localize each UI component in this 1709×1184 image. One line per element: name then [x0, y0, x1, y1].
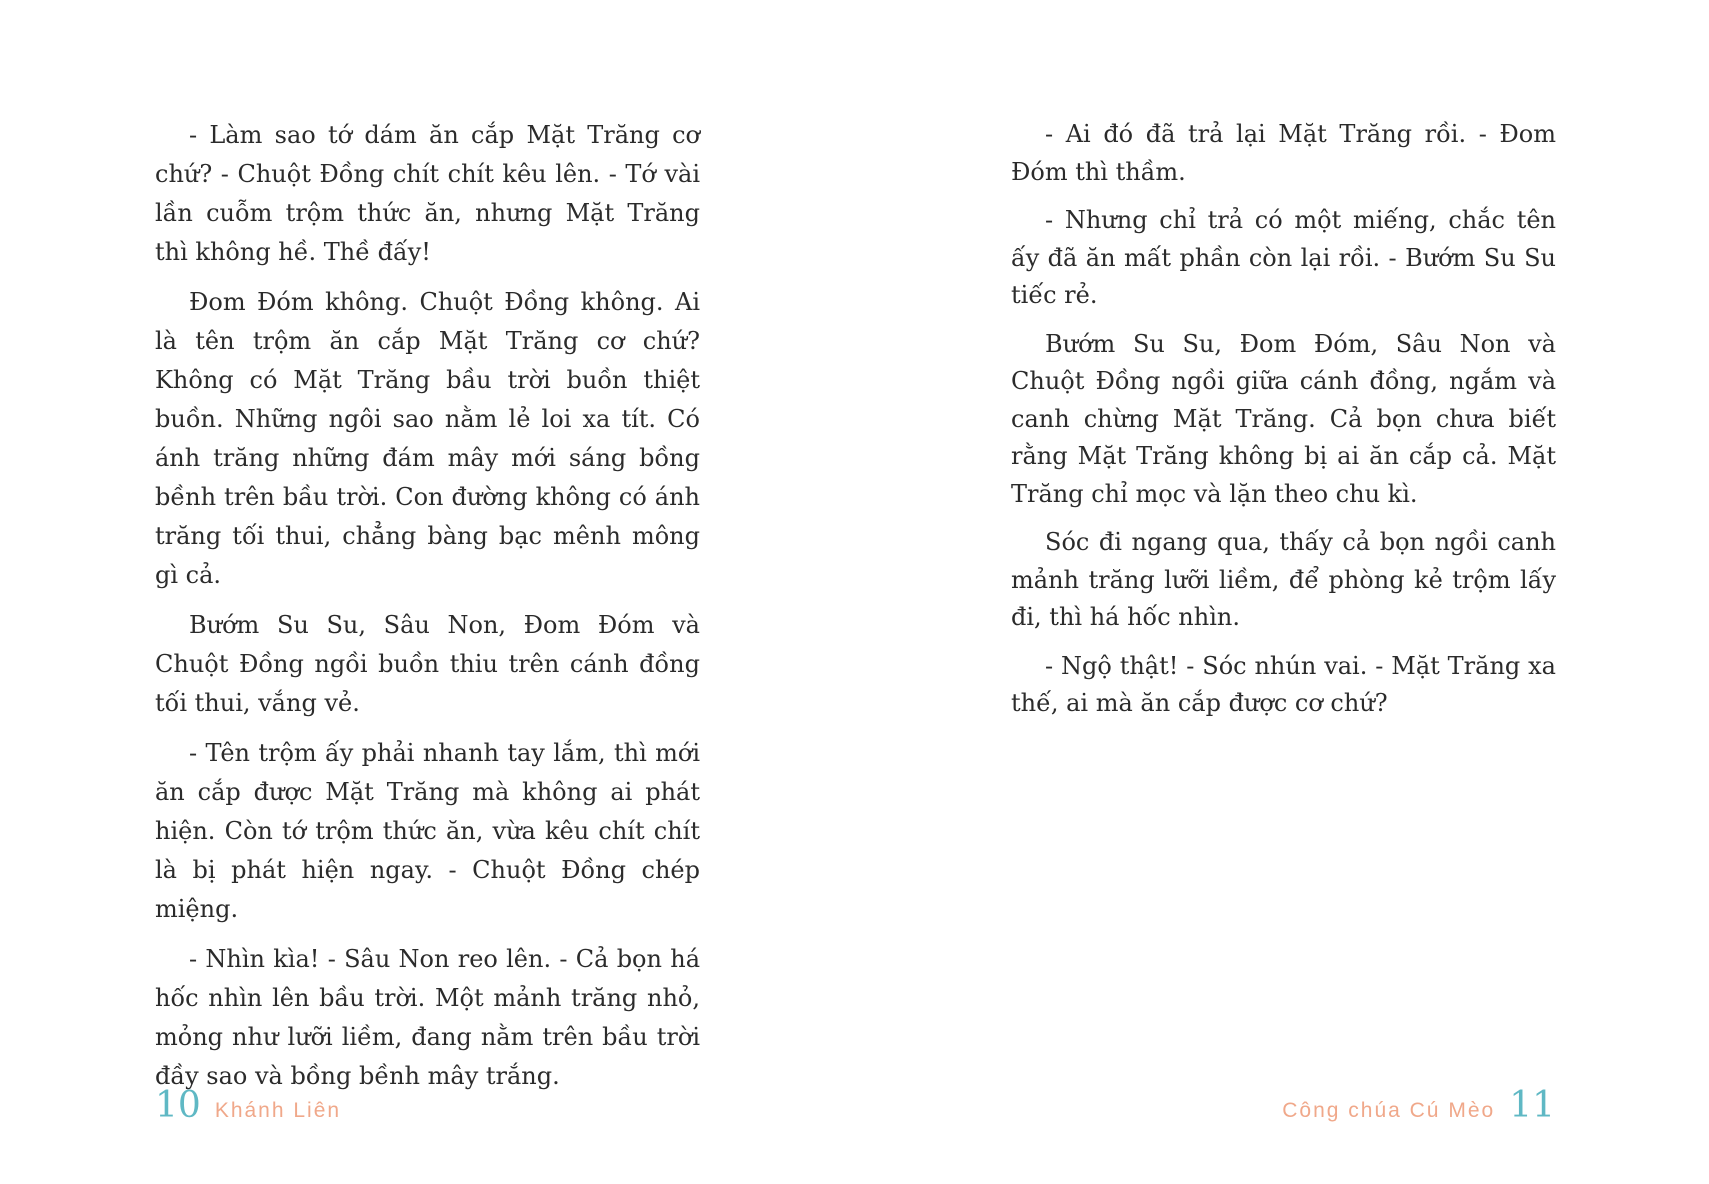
paragraph: - Nhìn kìa! - Sâu Non reo lên. - Cả bọn há hốc nhìn lên bầu trời. Một mảnh trăng nhỏ, mỏng như lưỡi liềm, đang nằm trên bầu trời đầy sao và bồng bềnh mây trắng.: [155, 945, 700, 1090]
paragraph: Bướm Su Su, Sâu Non, Đom Đóm và Chuột Đồng ngồi buồn thiu trên cánh đồng tối thui, vắng vẻ.: [155, 611, 700, 717]
paragraph: Đom Đóm không. Chuột Đồng không. Ai là tên trộm ăn cắp Mặt Trăng cơ chứ? Không có Mặt Trăng bầu trời buồn thiệt buồn. Những ngôi sao nằm lẻ loi xa tít. Có ánh trăng những đám mây mới sáng bồng bềnh trên bầu trời. Con đường không có ánh trăng tối thui, chẳng bàng bạc mênh mông gì cả.: [155, 288, 700, 589]
paragraph: Bướm Su Su, Đom Đóm, Sâu Non và Chuột Đồng ngồi giữa cánh đồng, ngắm và canh chừng Mặt Trăng. Cả bọn chưa biết rằng Mặt Trăng không bị ai ăn cắp cả. Mặt Trăng chỉ mọc và lặn theo chu kì.: [1011, 329, 1556, 508]
left-page-text: [155, 116, 700, 1107]
right-page-footer: [1282, 1085, 1555, 1129]
paragraph: - Làm sao tớ dám ăn cắp Mặt Trăng cơ chứ? - Chuột Đồng chít chít kêu lên. - Tớ vài lần cuỗm trộm thức ăn, nhưng Mặt Trăng thì không hề. Thề đấy!: [155, 121, 700, 266]
paragraph: Sóc đi ngang qua, thấy cả bọn ngồi canh mảnh trăng lưỡi liềm, để phòng kẻ trộm lấy đi, thì há hốc nhìn.: [1011, 528, 1556, 631]
paragraph: - Ai đó đã trả lại Mặt Trăng rồi. - Đom Đóm thì thầm.: [1011, 120, 1556, 186]
right-page: [855, 0, 1709, 1184]
left-page: [0, 0, 854, 1184]
paragraph: - Ngộ thật! - Sóc nhún vai. - Mặt Trăng xa thế, ai mà ăn cắp được cơ chứ?: [1011, 651, 1556, 717]
page-number: 11: [1509, 1085, 1555, 1126]
paragraph: - Tên trộm ấy phải nhanh tay lắm, thì mới ăn cắp được Mặt Trăng mà không ai phát hiện. Còn tớ trộm thức ăn, vừa kêu chít chít là bị phát hiện ngay. - Chuột Đồng chép miệng.: [155, 739, 700, 923]
paragraph: - Nhưng chỉ trả có một miếng, chắc tên ấy đã ăn mất phần còn lại rồi. - Bướm Su Su tiếc rẻ.: [1011, 206, 1556, 309]
right-page-text: [1011, 116, 1556, 734]
book-running-title: Công chúa Cú Mèo: [1282, 1099, 1496, 1122]
page-number: 10: [155, 1085, 201, 1126]
left-page-footer: [155, 1085, 341, 1129]
author-running-title: Khánh Liên: [214, 1099, 342, 1122]
